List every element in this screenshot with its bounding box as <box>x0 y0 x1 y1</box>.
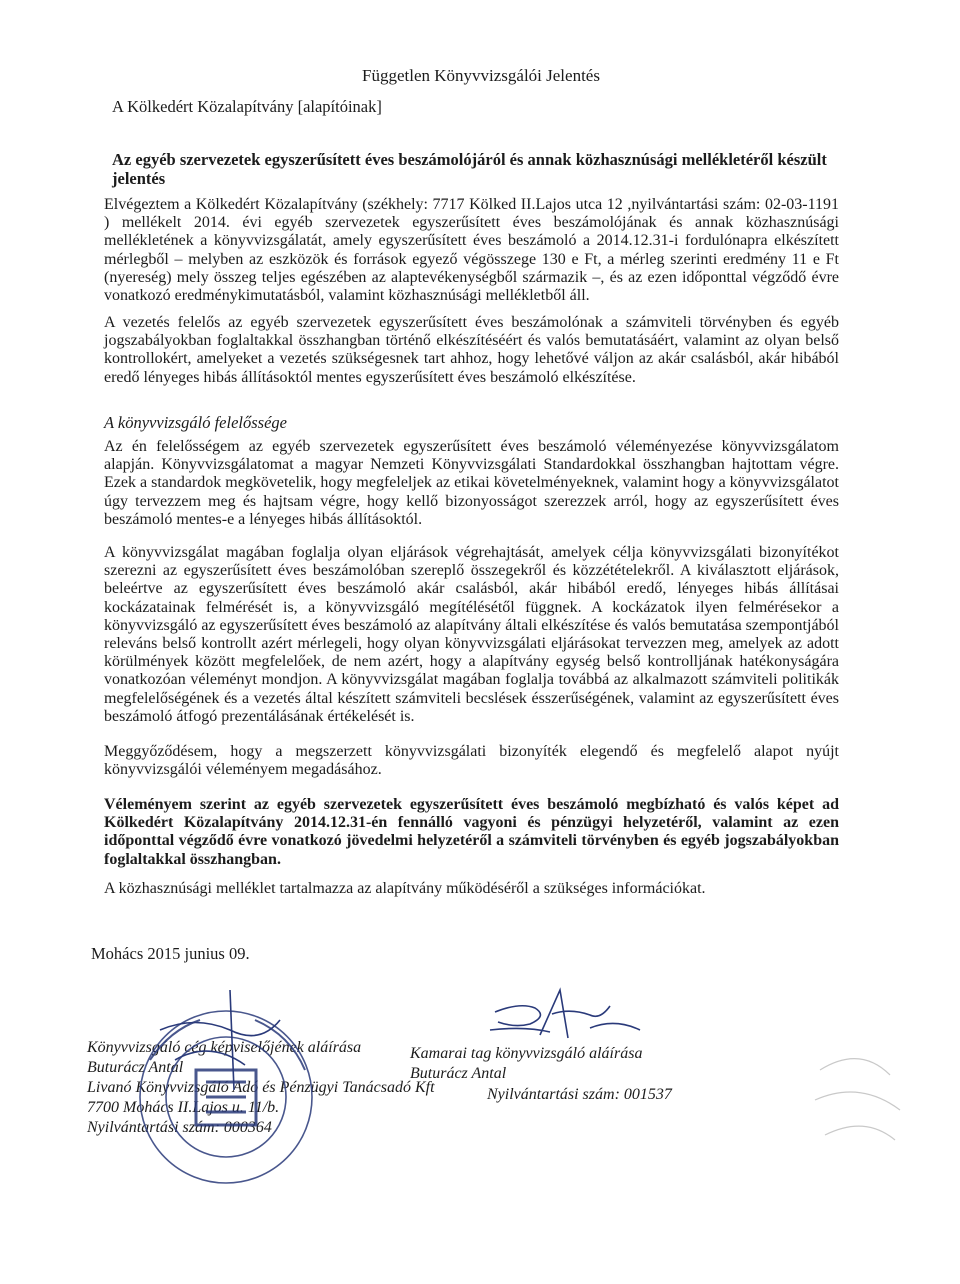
left-signature-company: Livanó Könyvvizsgáló Adó és Pénzügyi Tanácsadó Kft <box>87 1079 435 1096</box>
evidence-paragraph: Meggyőződésem, hogy a megszerzett könyvvizsgálati bizonyíték elegendő és megfelelő alapot nyújt könyvvizsgálói véleményem megadásához. <box>104 743 839 779</box>
management-responsibility-paragraph: A vezetés felelős az egyéb szervezetek egyszerűsített éves beszámolónak a számviteli törvényben és egyéb jogszabályokban foglaltakkal összhangban történő elkészítéséért és valós bemutatásáért, valamint az olyan belső kontrollokért, amelyeket a vezetés szükségesnek tart ahhoz, hogy lehetővé váljon az akár csalásból, akár hibából eredő lényeges hibás állításoktól mentes egyszerűsített éves beszámoló elkészítése. <box>104 314 839 386</box>
left-signature-name: Buturácz Antal <box>87 1059 184 1076</box>
right-signature-registration: Nyilvántartási szám: 001537 <box>487 1086 672 1103</box>
faint-stamp-bleed <box>815 1059 900 1140</box>
left-signature-registration: Nyilvántartási szám: 000364 <box>87 1119 272 1136</box>
auditor-responsibility-subheading: A könyvvizsgáló felelőssége <box>104 413 287 432</box>
left-handwritten-signature <box>160 990 280 1090</box>
addressee: A Kölkedért Közalapítvány [alapítóinak] <box>112 97 382 116</box>
left-signature-address: 7700 Mohács II.Lajos u. 11/b. <box>87 1099 280 1116</box>
company-stamp <box>140 1011 312 1183</box>
opinion-paragraph: Véleményem szerint az egyéb szervezetek egyszerűsített éves beszámoló megbízható és valós képet ad Kölkedért Közalapítvány 2014.12.31-én fennálló vagyoni és pénzügyi helyzetéről, valamint az ezen időponttal végződő évre vonatkozó jövedelmi helyzetéről a számviteli törvényben és egyéb jogszabályokban foglaltakkal összhangban. <box>104 796 839 868</box>
right-signature-name: Buturácz Antal <box>410 1065 507 1082</box>
right-signature-caption: Kamarai tag könyvvizsgáló aláírása <box>410 1045 643 1062</box>
report-title: Független Könyvvizsgálói Jelentés <box>362 66 600 85</box>
right-handwritten-signature <box>490 990 640 1038</box>
place-date: Mohács 2015 junius 09. <box>91 944 250 963</box>
auditor-responsibility-paragraph: Az én felelősségem az egyéb szervezetek egyszerűsített éves beszámoló véleményezése könyvvizsgálatom alapján. Könyvvizsgálatomat a magyar Nemzeti Könyvvizsgálati Standardokkal összhangban hajtottam végre. Ezek a standardok megkövetelik, hogy megfeleljek az etikai követelményeknek, valamint hogy a könyvvizsgálatot úgy tervezzem meg és hajtsam végre, hogy kellő bizonyosságot szerezzek arról, hogy az egyszerűsített éves beszámoló mentes-e a lényeges hibás állításoktól. <box>104 438 839 528</box>
report-heading: Az egyéb szervezetek egyszerűsített éves beszámolójáról és annak közhasznúsági mellékletéről készült jelentés <box>112 150 827 188</box>
annex-paragraph: A közhasznúsági melléklet tartalmazza az alapítvány működéséről a szükséges információkat. <box>104 880 706 897</box>
intro-paragraph: Elvégeztem a Kölkedért Közalapítvány (székhely: 7717 Kölked II.Lajos utca 12 ,nyilvántartási szám: 02-03-1191 ) mellékelt 2014. évi egyéb szervezetek egyszerűsített éves beszámolójának és annak közhasznúsági mellékletének a könyvvizsgálatát, amely egyszerűsített éves beszámoló a 2014.12.31-i fordulónapra elkészített mérlegből – melyben az eszközök és források egyező végösszege 130 e Ft, a mérleg szerinti eredmény 11 e Ft (nyereség) mely összeg teljes egészében az alaptevékenységből származik –, és az ezen időponttal végződő évre vonatkozó eredménykimutatásból, valamint közhasznúsági mellékletből áll. <box>104 196 839 305</box>
audit-procedures-paragraph: A könyvvizsgálat magában foglalja olyan eljárások végrehajtását, amelyek célja könyvvizsgálati bizonyítékot szerezni az egyszerűsített éves beszámolóban szereplő összegekről és közzétételekről. A kiválasztott eljárások, beleértve az egyszerűsített éves beszámoló akár csalásból, akár hibából eredő, lényeges hibás állításai kockázatainak felmérését is, a könyvvizsgáló megítélésétől függnek. A kockázatok ilyen felmérésekor a könyvvizsgáló az egyszerűsített éves beszámoló az alapítvány általi elkészítése és valós bemutatása szempontjából releváns belső kontrollt azért mérlegeli, hogy olyan könyvvizsgálati eljárásokat tervezzen meg, amelyek az adott körülmények között megfelelőek, de nem azért, hogy a alapítvány egység belső kontrolljának hatékonyságára vonatkozóan véleményt mondjon. A könyvvizsgálat magában foglalja továbbá az alkalmazott számviteli politikák megfelelőségének és a vezetés által készített számviteli becslések ésszerűségének, valamint az egyszerűsített éves beszámoló átfogó prezentálásának értékelését is. <box>104 544 839 725</box>
left-signature-caption: Könyvvizsgáló cég képviselőjének aláírása <box>87 1039 362 1056</box>
